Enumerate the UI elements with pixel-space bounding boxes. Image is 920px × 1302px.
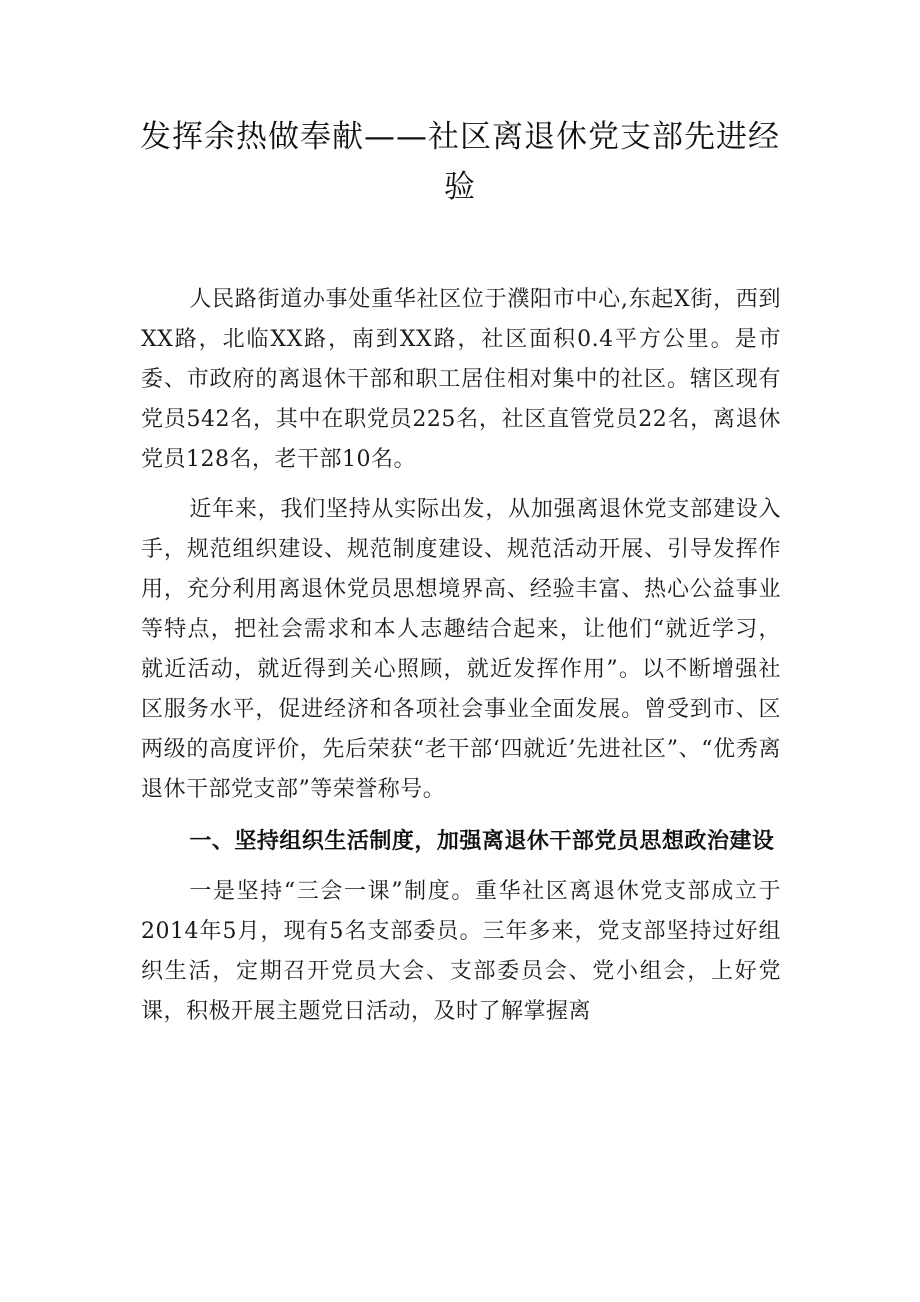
section-heading: 一、坚持组织生活制度，加强离退休干部党员思想政治建设 [189, 829, 775, 854]
section-paragraph: 一是坚持“三会一课”制度。重华社区离退休党支部成立于2014年5月，现有5名支部委员。三年多来，党支部坚持过好组织生活，定期召开党员大会、支部委员会、党小组会，上好党课，积极开展主题党日活动，及时了解掌握离 [141, 879, 781, 1024]
intro-paragraph: 人民路街道办事处重华社区位于濮阳市中心,东起X街，西到 XX路，北临XX路，南到XX路，社区面积0.4平方公里。是市委、市政府的离退休干部和职工居住相对集中的社区。辖区现有党员542名，其中在职党员225名，社区直管党员22名，离退休党员128名，老干部10名。 [141, 287, 781, 472]
summary-paragraph: 近年来，我们坚持从实际出发，从加强离退休党支部建设入手，规范组织建设、规范制度建设、规范活动开展、引导发挥作用，充分利用离退休党员思想境界高、经验丰富、热心公益事业等特点，把社会需求和本人志趣结合起来，让他们“就近学习，就近活动，就近得到关心照顾，就近发挥作用”。以不断增强社区服务水平，促进经济和各项社会事业全面发展。曾受到市、区两级的高度评价，先后荣获“老干部‘四就近’先进社区”、“优秀离退休干部党支部”等荣誉称号。 [141, 497, 781, 802]
document-body [141, 280, 781, 1032]
document-title: 发挥余热做奉献——社区离退休党支部先进经验 [140, 119, 780, 205]
